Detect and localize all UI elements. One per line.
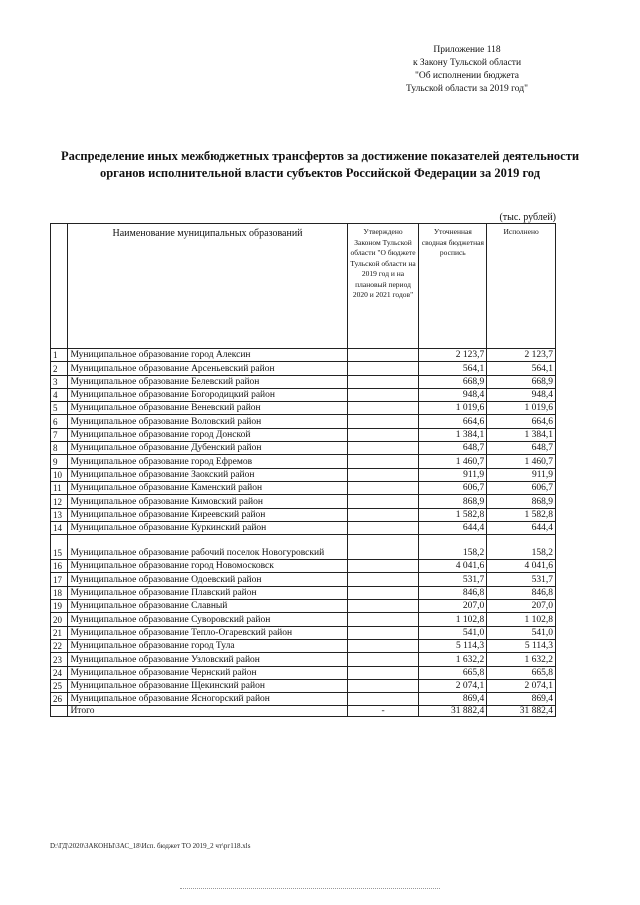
row-refined: 868,9	[419, 495, 487, 508]
row-number: 8	[51, 442, 68, 455]
row-name: Муниципальное образование Богородицкий район	[68, 388, 347, 401]
row-refined: 606,7	[419, 481, 487, 494]
total-label: Итого	[68, 706, 347, 717]
row-name: Муниципальное образование Куркинский район	[68, 521, 347, 534]
row-name: Муниципальное образование город Алексин	[68, 349, 347, 362]
row-number: 5	[51, 402, 68, 415]
row-name: Муниципальное образование Кимовский район	[68, 495, 347, 508]
row-name: Муниципальное образование Дубенский район	[68, 442, 347, 455]
row-approved	[347, 415, 419, 428]
table-row	[51, 653, 556, 666]
row-approved	[347, 679, 419, 692]
row-executed: 668,9	[487, 375, 556, 388]
row-executed: 4 041,6	[487, 560, 556, 573]
row-executed: 1 102,8	[487, 613, 556, 626]
row-refined: 846,8	[419, 586, 487, 599]
row-number: 26	[51, 693, 68, 706]
row-number: 3	[51, 375, 68, 388]
row-executed: 644,4	[487, 521, 556, 534]
unit-label: (тыс. рублей)	[499, 212, 556, 223]
row-refined: 644,4	[419, 521, 487, 534]
row-refined: 948,4	[419, 388, 487, 401]
row-refined: 1 460,7	[419, 455, 487, 468]
row-approved	[347, 626, 419, 639]
row-number: 22	[51, 639, 68, 652]
row-name: Муниципальное образование Арсеньевский район	[68, 362, 347, 375]
row-approved	[347, 468, 419, 481]
row-name: Муниципальное образование город Новомосковск	[68, 560, 347, 573]
row-executed: 606,7	[487, 481, 556, 494]
table-row	[51, 626, 556, 639]
row-approved	[347, 362, 419, 375]
row-executed: 1 632,2	[487, 653, 556, 666]
table-row	[51, 586, 556, 599]
row-executed: 5 114,3	[487, 639, 556, 652]
row-refined: 1 102,8	[419, 613, 487, 626]
row-name: Муниципальное образование Плавский район	[68, 586, 347, 599]
row-approved	[347, 495, 419, 508]
table-row	[51, 428, 556, 441]
table-row	[51, 693, 556, 706]
row-refined: 911,9	[419, 468, 487, 481]
row-approved	[347, 375, 419, 388]
row-number: 6	[51, 415, 68, 428]
row-name: Муниципальное образование Тепло-Огаревский район	[68, 626, 347, 639]
table-row	[51, 508, 556, 521]
row-executed: 1 582,8	[487, 508, 556, 521]
total-row	[51, 706, 556, 717]
total-refined: 31 882,4	[419, 706, 487, 717]
row-executed: 2 074,1	[487, 679, 556, 692]
row-approved	[347, 666, 419, 679]
row-number: 2	[51, 362, 68, 375]
row-name: Муниципальное образование Заокский район	[68, 468, 347, 481]
row-number: 25	[51, 679, 68, 692]
row-refined: 1 632,2	[419, 653, 487, 666]
table-header-row	[51, 224, 556, 349]
table-row	[51, 600, 556, 613]
table-row	[51, 639, 556, 652]
row-refined: 2 074,1	[419, 679, 487, 692]
row-refined: 1 582,8	[419, 508, 487, 521]
row-executed: 531,7	[487, 573, 556, 586]
row-number: 14	[51, 521, 68, 534]
row-executed: 541,0	[487, 626, 556, 639]
row-executed: 846,8	[487, 586, 556, 599]
header-number	[51, 224, 68, 349]
row-number: 24	[51, 666, 68, 679]
table-row	[51, 442, 556, 455]
row-refined: 158,2	[419, 535, 487, 560]
table-row	[51, 402, 556, 415]
row-name: Муниципальное образование Каменский район	[68, 481, 347, 494]
row-number: 7	[51, 428, 68, 441]
table-row	[51, 415, 556, 428]
row-executed: 1 019,6	[487, 402, 556, 415]
row-name: Муниципальное образование город Тула	[68, 639, 347, 652]
row-approved	[347, 600, 419, 613]
row-approved	[347, 653, 419, 666]
table-row	[51, 362, 556, 375]
row-number: 16	[51, 560, 68, 573]
row-name: Муниципальное образование Славный	[68, 600, 347, 613]
row-number: 9	[51, 455, 68, 468]
row-refined: 531,7	[419, 573, 487, 586]
table-row	[51, 613, 556, 626]
row-name: Муниципальное образование город Донской	[68, 428, 347, 441]
row-executed: 207,0	[487, 600, 556, 613]
row-approved	[347, 613, 419, 626]
row-number: 11	[51, 481, 68, 494]
row-name: Муниципальное образование Чернский район	[68, 666, 347, 679]
row-approved	[347, 442, 419, 455]
table-row	[51, 666, 556, 679]
appendix-line-4: Тульской области за 2019 год"	[406, 84, 528, 94]
table-row	[51, 388, 556, 401]
row-approved	[347, 388, 419, 401]
row-approved	[347, 349, 419, 362]
row-refined: 4 041,6	[419, 560, 487, 573]
row-refined: 207,0	[419, 600, 487, 613]
row-refined: 869,4	[419, 693, 487, 706]
row-refined: 648,7	[419, 442, 487, 455]
appendix-line-3: "Об исполнении бюджета	[414, 71, 520, 81]
row-executed: 664,6	[487, 415, 556, 428]
row-name: Муниципальное образование Белевский район	[68, 375, 347, 388]
header-name: Наименование муниципальных образований	[68, 224, 347, 349]
row-executed: 564,1	[487, 362, 556, 375]
row-name: Муниципальное образование Воловский район	[68, 415, 347, 428]
table-row	[51, 349, 556, 362]
header-refined: Уточненная сводная бюджетная роспись	[419, 224, 487, 349]
row-name: Муниципальное образование Суворовский район	[68, 613, 347, 626]
row-name: Муниципальное образование Одоевский район	[68, 573, 347, 586]
row-approved	[347, 455, 419, 468]
row-number: 19	[51, 600, 68, 613]
table-row	[51, 455, 556, 468]
row-number: 17	[51, 573, 68, 586]
appendix-line-2: к Закону Тульской области	[412, 58, 522, 68]
total-executed: 31 882,4	[487, 706, 556, 717]
row-executed: 869,4	[487, 693, 556, 706]
row-refined: 5 114,3	[419, 639, 487, 652]
row-number: 23	[51, 653, 68, 666]
row-number: 10	[51, 468, 68, 481]
row-number: 4	[51, 388, 68, 401]
row-approved	[347, 693, 419, 706]
row-refined: 541,0	[419, 626, 487, 639]
row-number: 21	[51, 626, 68, 639]
table-row	[51, 521, 556, 534]
row-number: 18	[51, 586, 68, 599]
appendix-block	[392, 44, 542, 96]
table-row	[51, 560, 556, 573]
row-number: 20	[51, 613, 68, 626]
row-refined: 564,1	[419, 362, 487, 375]
table-row	[51, 468, 556, 481]
row-number: 12	[51, 495, 68, 508]
row-approved	[347, 560, 419, 573]
row-name: Муниципальное образование Ясногорский район	[68, 693, 347, 706]
header-approved: Утверждено Законом Тульской области "О бюджете Тульской области на 2019 год и на плановый период 2020 и 2021 годов"	[347, 224, 419, 349]
table-row	[51, 481, 556, 494]
row-name: Муниципальное образование Щекинский район	[68, 679, 347, 692]
row-executed: 158,2	[487, 535, 556, 560]
row-approved	[347, 521, 419, 534]
row-executed: 2 123,7	[487, 349, 556, 362]
row-approved	[347, 573, 419, 586]
row-number: 15	[51, 535, 68, 560]
row-approved	[347, 481, 419, 494]
row-approved	[347, 402, 419, 415]
row-refined: 668,9	[419, 375, 487, 388]
row-refined: 665,8	[419, 666, 487, 679]
appendix-line-1: Приложение 118	[433, 45, 501, 55]
row-name: Муниципальное образование город Ефремов	[68, 455, 347, 468]
file-path-footer: D:\ГД\2020\ЗАКОНЫ\ЗАС_18\Исп. бюджет ТО 2019_2 чт\рг118.xls	[50, 842, 251, 850]
row-approved	[347, 586, 419, 599]
table-row	[51, 679, 556, 692]
table-row	[51, 375, 556, 388]
header-executed: Исполнено	[487, 224, 556, 349]
row-executed: 911,9	[487, 468, 556, 481]
row-name: Муниципальное образование Киреевский район	[68, 508, 347, 521]
row-refined: 1 019,6	[419, 402, 487, 415]
row-executed: 1 460,7	[487, 455, 556, 468]
row-executed: 648,7	[487, 442, 556, 455]
row-name: Муниципальное образование Веневский район	[68, 402, 347, 415]
total-number	[51, 706, 68, 717]
document-title: Распределение иных межбюджетных трансфертов за достижение показателей деятельности органов исполнительной власти субъектов Российской Федерации за 2019 год	[60, 149, 580, 180]
row-approved	[347, 428, 419, 441]
row-approved	[347, 508, 419, 521]
row-name: Муниципальное образование Узловский район	[68, 653, 347, 666]
row-executed: 665,8	[487, 666, 556, 679]
row-name: Муниципальное образование рабочий поселок Новогуровский	[68, 535, 347, 560]
row-executed: 948,4	[487, 388, 556, 401]
row-refined: 664,6	[419, 415, 487, 428]
row-approved	[347, 535, 419, 560]
row-approved	[347, 639, 419, 652]
row-executed: 1 384,1	[487, 428, 556, 441]
table-row	[51, 573, 556, 586]
scan-divider	[180, 888, 440, 889]
total-approved: -	[347, 706, 419, 717]
row-number: 1	[51, 349, 68, 362]
row-executed: 868,9	[487, 495, 556, 508]
row-refined: 2 123,7	[419, 349, 487, 362]
transfers-table	[50, 223, 556, 717]
table-row	[51, 535, 556, 560]
row-refined: 1 384,1	[419, 428, 487, 441]
row-number: 13	[51, 508, 68, 521]
table-row	[51, 495, 556, 508]
